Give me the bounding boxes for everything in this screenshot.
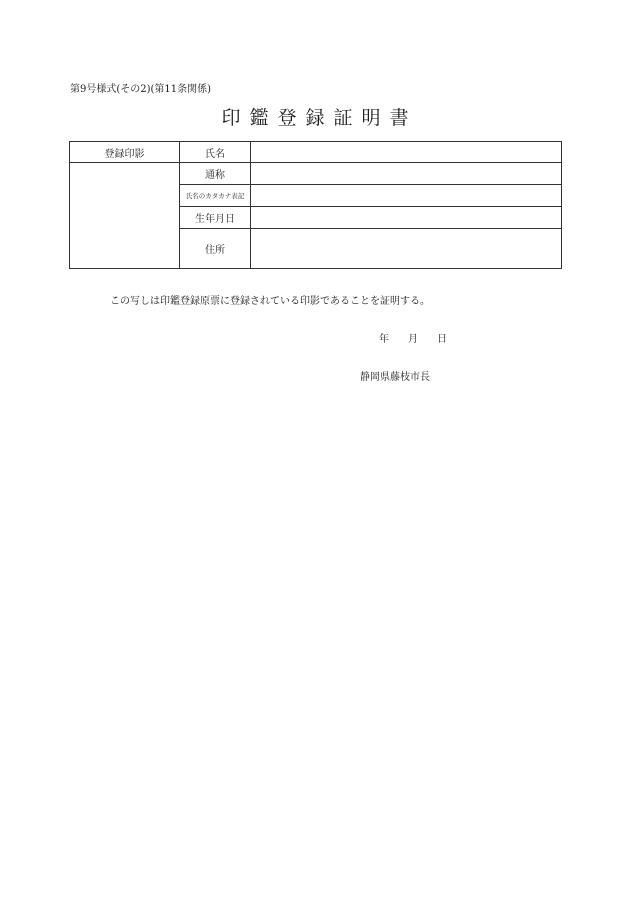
seal-impression-label: 登録印影	[70, 142, 180, 163]
birth-date-label: 生年月日	[180, 207, 251, 229]
alias-value	[251, 163, 562, 185]
katakana-name-label: 氏名のカタカナ表記	[180, 185, 251, 207]
table-row	[70, 163, 562, 185]
address-label: 住所	[180, 229, 251, 269]
address-value	[251, 229, 562, 269]
birth-date-value	[251, 207, 562, 229]
table-header-row	[70, 142, 562, 163]
katakana-name-value	[251, 185, 562, 207]
certification-statement: この写しは印鑑登録原票に登録されている印影であることを証明する。	[110, 296, 430, 307]
document-title: 印鑑登録証明書	[221, 107, 418, 129]
form-number: 第9号様式(その2)(第11条関係)	[70, 84, 212, 95]
seal-impression-area	[70, 163, 180, 269]
name-label: 氏名	[180, 142, 251, 163]
name-value	[251, 142, 562, 163]
date-day-unit: 日	[437, 334, 447, 345]
registration-table	[69, 141, 562, 269]
date-month-unit: 月	[408, 334, 418, 345]
issue-date	[379, 330, 447, 345]
alias-label: 通称	[180, 163, 251, 185]
date-year-unit: 年	[379, 334, 389, 345]
issuer-name: 静岡県藤枝市長	[360, 372, 430, 383]
